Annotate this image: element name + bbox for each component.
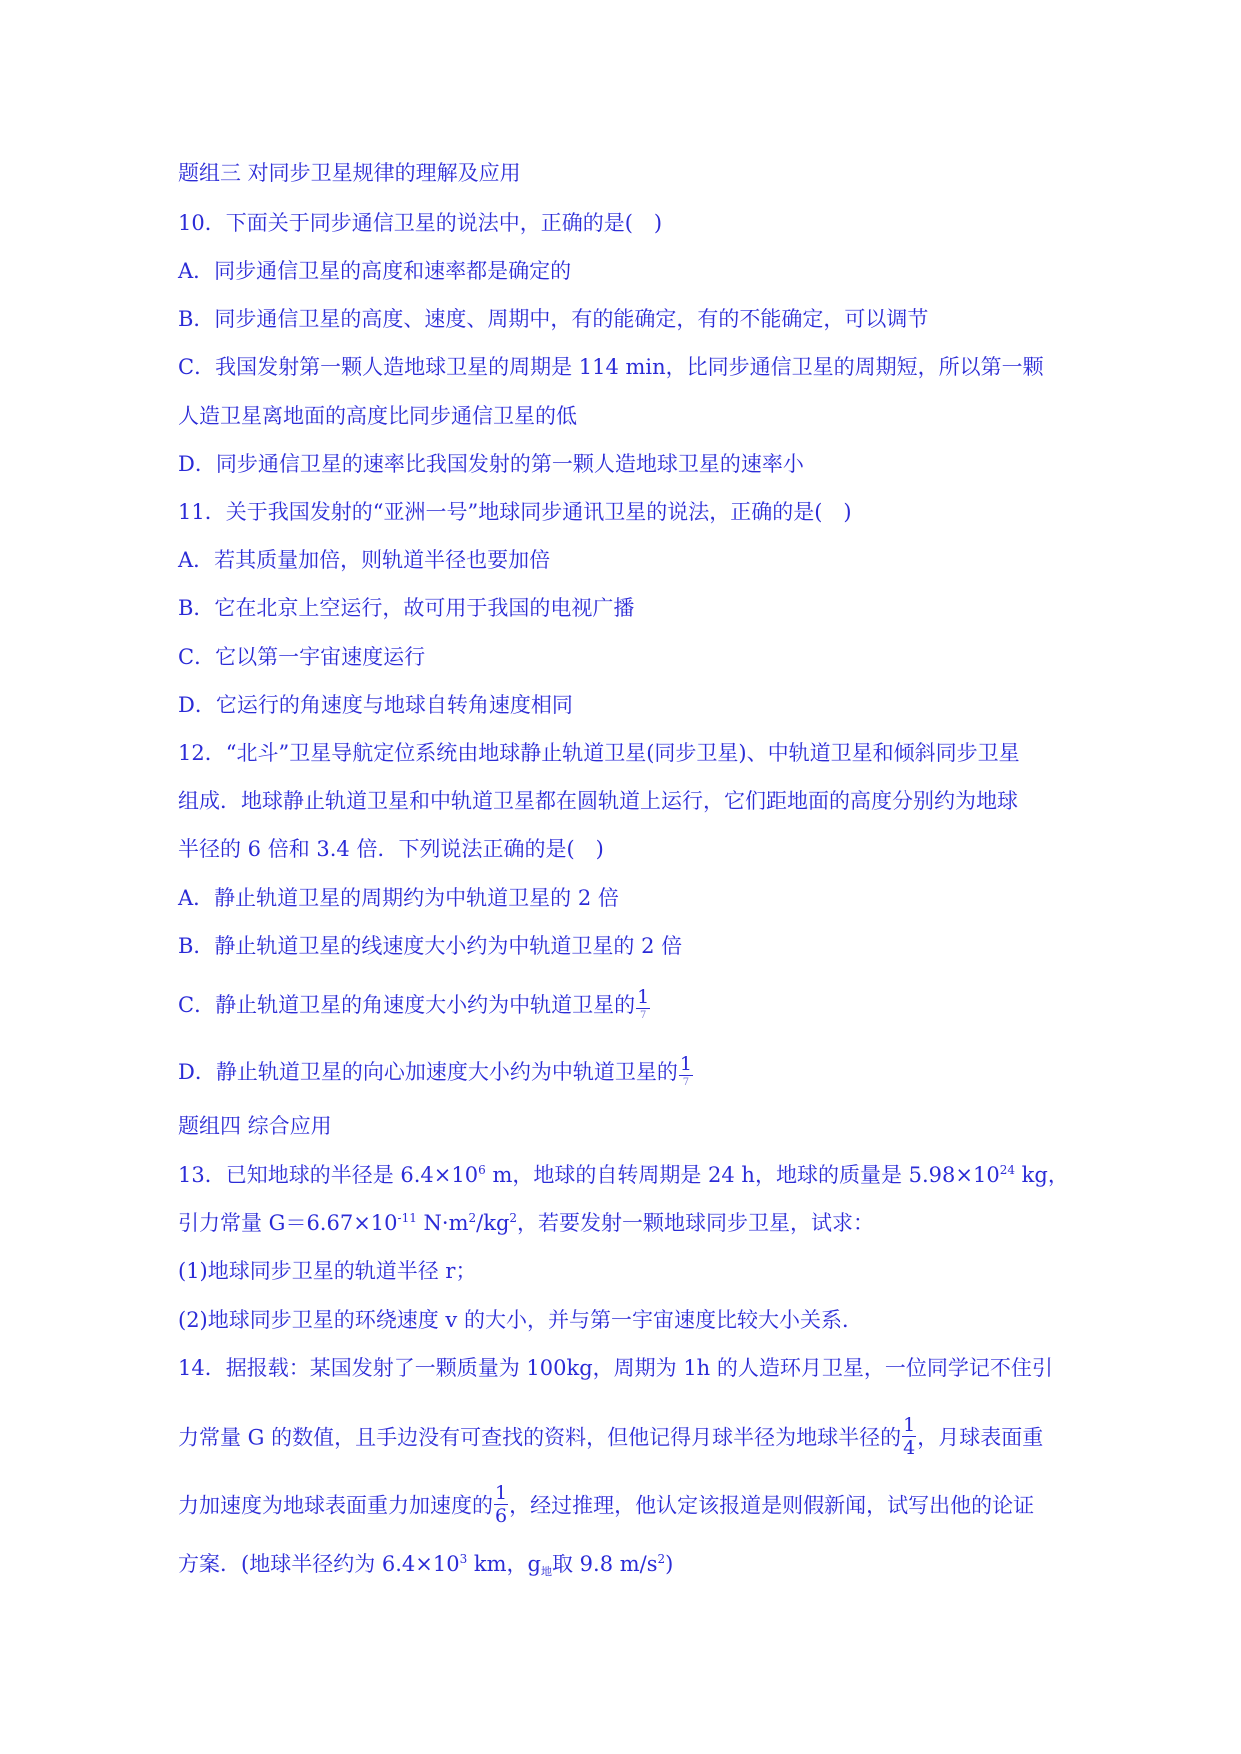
- q12-stem-line2: 组成．地球静止轨道卫星和中轨道卫星都在圆轨道上运行，它们距地面的高度分别约为地球: [178, 789, 1018, 813]
- q12-option-b: B．静止轨道卫星的线速度大小约为中轨道卫星的 2 倍: [178, 934, 683, 958]
- q12-stem-line3: 半径的 6 倍和 3.4 倍．下列说法正确的是( ): [178, 837, 604, 861]
- q13-line1: 13．已知地球的半径是 $6.4\times 10^6$ m，地球的自转周期是 24 h，地球的质量是 $5.98\times 10^{24}$ kg，: [178, 1163, 1069, 1187]
- q12-option-d-text: D．静止轨道卫星的向心加速度大小约为中轨道卫星的: [178, 1060, 678, 1084]
- fraction: $\frac{1}{4}$: [903, 1414, 916, 1459]
- q11-option-a: A．若其质量加倍，则轨道半径也要加倍: [178, 548, 551, 572]
- q10-option-a: A．同步通信卫星的高度和速率都是确定的: [178, 259, 572, 283]
- q10-option-b: B．同步通信卫星的高度、速度、周期中，有的能确定，有的不能确定，可以调节: [178, 307, 929, 331]
- fraction: $\frac{1}{6}$: [495, 1482, 508, 1527]
- q11-option-c: C．它以第一宇宙速度运行: [178, 645, 426, 669]
- q10-option-c-line2: 人造卫星离地面的高度比同步通信卫星的低: [178, 404, 577, 428]
- q11-stem: 11．关于我国发射的“亚洲一号”地球同步通讯卫星的说法，正确的是( ): [178, 500, 852, 524]
- q11-option-d: D．它运行的角速度与地球自转角速度相同: [178, 693, 573, 717]
- q12-option-a: A．静止轨道卫星的周期约为中轨道卫星的 2 倍: [178, 886, 619, 910]
- q14-line1: 14．据报载：某国发射了一颗质量为 100kg，周期为 1h 的人造环月卫星，一位同学记不住引: [178, 1356, 1053, 1380]
- q12-option-d: [178, 1053, 694, 1090]
- q10-stem: 10．下面关于同步通信卫星的说法中，正确的是( ): [178, 211, 663, 235]
- q12-stem-line1: 12．“北斗”卫星导航定位系统由地球静止轨道卫星(同步卫星)、中轨道卫星和倾斜同步卫星: [178, 741, 1020, 765]
- fraction: $\frac{1}{7}$: [679, 1053, 692, 1088]
- q12-option-c-text: C．静止轨道卫星的角速度大小约为中轨道卫星的: [178, 993, 636, 1017]
- q13-part2: (2)地球同步卫星的环绕速度 v 的大小，并与第一宇宙速度比较大小关系．: [178, 1308, 863, 1332]
- q14-line4: 方案．(地球半径约为 $6.4\times 10^3$ km，$g_地$取 9.8 $m/s^2$): [178, 1552, 674, 1578]
- q12-option-c: [178, 986, 651, 1023]
- q10-option-c-line1: C．我国发射第一颗人造地球卫星的周期是 114 min，比同步通信卫星的周期短，所以第一颗: [178, 355, 1044, 379]
- section-title-group3: 题组三 对同步卫星规律的理解及应用: [178, 161, 521, 185]
- fraction: $\frac{1}{7}$: [637, 986, 650, 1021]
- q10-option-d: D．同步通信卫星的速率比我国发射的第一颗人造地球卫星的速率小: [178, 452, 804, 476]
- section-title-group4: 题组四 综合应用: [178, 1114, 332, 1138]
- q14-line2: 力常量 G 的数值，且手边没有可查找的资料，但他记得月球半径为地球半径的 $\frac{1}{4}$ ，月球表面重: [178, 1414, 1044, 1459]
- q14-line3: 力加速度为地球表面重力加速度的 $\frac{1}{6}$ ，经过推理，他认定该报道是则假新闻，试写出他的论证: [178, 1482, 1035, 1527]
- q13-part1: (1)地球同步卫星的轨道半径 r；: [178, 1259, 477, 1283]
- q13-line2: 引力常量 $G=6.67\times 10^{-11}$ $N\cdot m^2/kg^2$，若要发射一颗地球同步卫星，试求：: [178, 1211, 875, 1235]
- q11-option-b: B．它在北京上空运行，故可用于我国的电视广播: [178, 596, 635, 620]
